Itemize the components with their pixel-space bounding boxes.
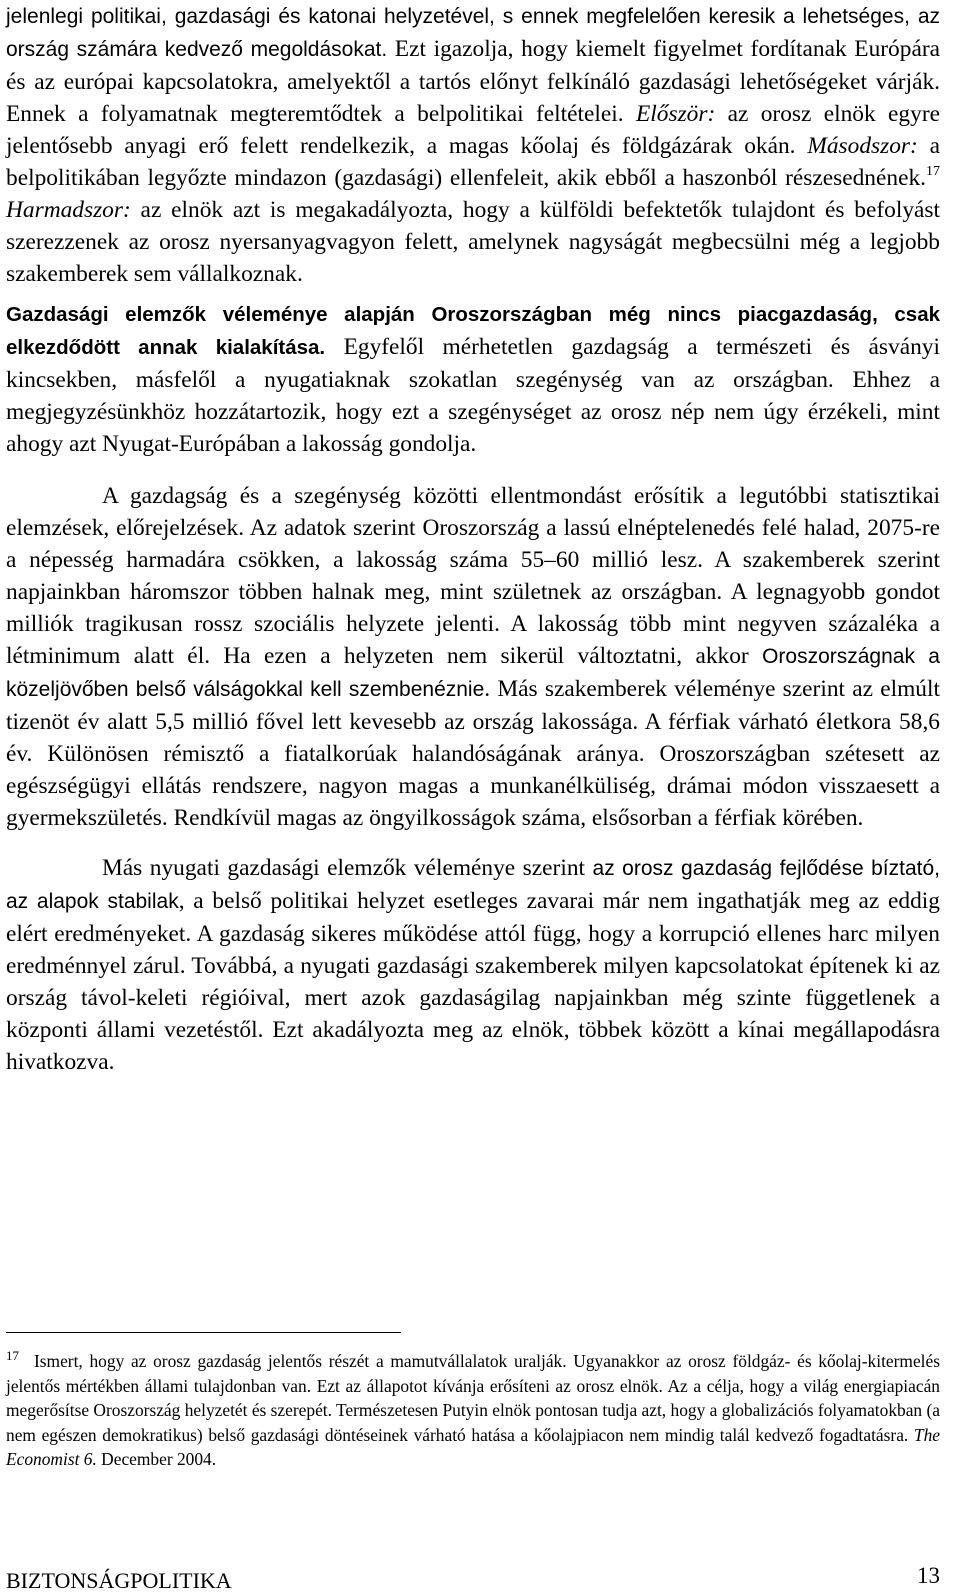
body-text: a belpolitikában legyőzte mindazon (gazdasági) ellenfeleit, akik ebből a haszonból részesednének. (6, 133, 940, 191)
footnote-divider (6, 1332, 401, 1333)
emphasis-text: az orosz gazdaság fejlődése bíztató, az alapok stabilak (6, 857, 940, 913)
footnote-text: Ismert, hogy az orosz gazdaság jelentős részét a mamutvállalatok uralják. Ugyanakkor az orosz földgáz- és kőolaj-kitermelés jelentős mértékben állami tulajdonban van. Ezt az állapotot kívánja erősíteni az orosz elnök. Az a célja, hogy a világ energiapiacán megerősítse Oroszország helyzetét és szerepét. Természetesen Putyin elnök pontosan tudja azt, hogy a globalizációs folyamatokban (a nem egészen demokratikus) belső gazdasági döntéseinek várható hatása a kőolajpiacon nem mindig talál kedvező fogadtatásra. (6, 1351, 940, 1445)
paragraph-3 (6, 480, 940, 834)
running-footer-title: BIZTONSÁGPOLITIKA (6, 1568, 232, 1593)
body-text: az elnök azt is megakadályozta, hogy a külföldi befektetők tulajdont és befolyást szerezzenek az orosz nyersanyagvagyon felett, amelynek nagyságát megbecsülni még a legjobb szakemberek sem vállalkoznak. (6, 197, 940, 287)
body-text: A gazdagság és a szegénység közötti ellentmondást erősítik a legutóbbi statisztikai elemzések, előrejelzések. Az adatok szerint Oroszország a lassú elnéptelenedés felé halad, 2075-re a népesség harmadára csökken, a lakosság száma 55–60 millió lesz. A szakemberek szerint napjainkban háromszor többen halnak meg, mint születnek az országban. A legnagyobb gondot milliók tragikusan rossz szociális helyzete jelenti. A lakosság több mint negyven százaléka a létminimum alatt él. Ha ezen a helyzeten nem sikerül változtatni, akkor (6, 483, 940, 669)
emphasis-text: Gazdasági elemzők véleménye alapján Oroszországban még nincs piacgazdaság, csak elkezdődött annak kialakítása. (6, 303, 940, 359)
body-text: az orosz elnök egyre jelentősebb anyagi erő felett rendelkezik, a magas kőolaj és földgázárak okán. (6, 101, 940, 159)
italic-term: Másodszor: (807, 133, 918, 159)
article-body (6, 0, 940, 1078)
paragraph-2 (6, 298, 940, 460)
body-text: Egyfelől mérhetetlen gazdagság a természeti és ásványi kincsekben, másfelől a nyugatiaknak szokatlan szegénység van az országban. Ehhez a megjegyzésünkhöz hozzátartozik, hogy ezt a szegénységet az orosz nép nem úgy érzékeli, mint ahogy azt Nyugat-Európában a lakosság gondolja. (6, 334, 940, 457)
page-number: 13 (917, 1563, 940, 1588)
body-text: . Más szakemberek véleménye szerint az elmúlt tizenöt év alatt 5,5 millió fővel lett kevesebb az ország lakossága. A férfiak várható életkora 58,6 év. Különösen rémisztő a fiatalkorúak halandóságának aránya. Oroszországban szétesett az egészségügyi ellátás rendszere, nagyon magas a munkanélküliség, drámai módon visszaesett a gyermekszületés. Rendkívül magas az öngyilkosságok száma, elsősorban a férfiak körében. (6, 676, 941, 831)
footnote-source-title: The Economist 6. (6, 1424, 940, 1470)
paragraph-1 (6, 0, 940, 290)
footnote-17: 17 Ismert, hogy az orosz gazdaság jelentős részét a mamutvállalatok uralják. Ugyanakkor az orosz földgáz- és kőolaj-kitermelés jelentős mértékben állami tulajdonban van. Ezt az állapotot kívánja erősíteni az orosz elnök. Az a célja, hogy a világ energiapiacán megerősítse Oroszország helyzetét és szerepét. Természetesen Putyin elnök pontosan tudja azt, hogy a globalizációs folyamatokban (a nem egészen demokratikus) belső gazdasági döntéseinek várható hatása a kőolajpiacon nem mindig talál kedvező fogadtatásra. The Economist 6. December 2004. (6, 1348, 940, 1470)
body-text: Más nyugati gazdasági elemzők véleménye szerint (102, 855, 593, 881)
emphasis-text: Oroszországnak a közeljövőben belső válságokkal kell szembenéznie (6, 645, 940, 701)
body-text: , a belső politikai helyzet esetleges zavarai már nem ingathatják meg az eddig elért eredményeket. A gazdaság sikeres működése attól függ, hogy a korrupció ellenes harc milyen eredménnyel zárul. Továbbá, a nyugati gazdasági szakemberek milyen kapcsolatokat építenek ki az ország távol-keleti régióival, mert azok gazdaságilag napjainkban még szinte függetlenek a központi állami vezetéstől. Ezt akadályozta meg az elnök, többek között a kínai megállapodásra hivatkozva. (6, 888, 940, 1075)
italic-term: Először: (636, 101, 716, 127)
body-text: Ezt igazolja, hogy kiemelt figyelmet fordítanak Európára és az európai kapcsolatokra, amelyektől a tartós előnyt felkínáló gazdasági lehetőségeket várják. Ennek a folyamatnak megteremtődtek a belpolitikai feltételei. (6, 36, 940, 127)
footnote-source-date: December 2004. (96, 1449, 217, 1470)
emphasis-text: jelenlegi politikai, gazdasági és katonai helyzetével, s ennek megfelelően keresik a lehetséges, az ország számára kedvező megoldásokat. (6, 5, 940, 61)
footnote-reference[interactable]: 17 (926, 164, 940, 179)
paragraph-4 (6, 852, 940, 1078)
italic-term: Harmadszor: (6, 197, 131, 223)
